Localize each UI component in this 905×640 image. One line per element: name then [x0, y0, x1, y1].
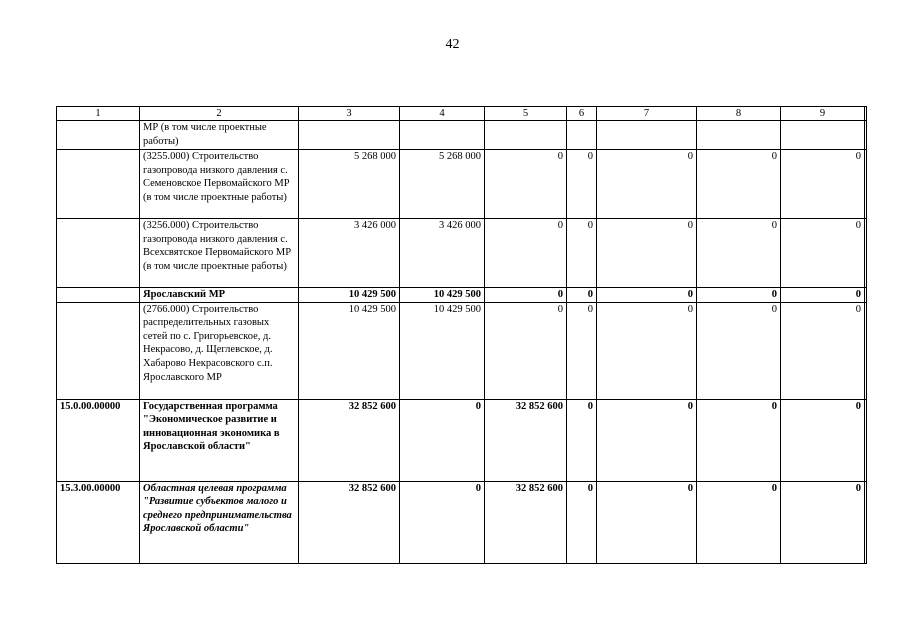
- code-cell: 15.3.00.00000: [57, 481, 140, 563]
- column-number: 3: [299, 107, 400, 121]
- value-cell: 0: [597, 481, 697, 563]
- value-cell: 10 429 500: [299, 288, 400, 303]
- value-cell: 0: [597, 399, 697, 481]
- value-cell: 0: [697, 302, 781, 399]
- name-cell: Ярославский МР: [140, 288, 299, 303]
- value-cell: 0: [697, 150, 781, 219]
- value-cell: 0: [567, 288, 597, 303]
- page-number: 42: [445, 37, 460, 52]
- value-cell: 0: [697, 481, 781, 563]
- table-row: [57, 219, 867, 288]
- value-cell: [865, 150, 867, 219]
- value-cell: 5 268 000: [299, 150, 400, 219]
- table-row: [57, 288, 867, 303]
- name-cell: МР (в том числе проектные работы): [140, 121, 299, 150]
- column-number: [865, 107, 867, 121]
- code-cell: [57, 219, 140, 288]
- column-number: 5: [485, 107, 567, 121]
- table-row: [57, 302, 867, 399]
- value-cell: 0: [597, 302, 697, 399]
- value-cell: [697, 121, 781, 150]
- value-cell: [567, 121, 597, 150]
- value-cell: 0: [485, 288, 567, 303]
- value-cell: [865, 481, 867, 563]
- value-cell: [485, 121, 567, 150]
- value-cell: 0: [781, 150, 865, 219]
- value-cell: [400, 121, 485, 150]
- value-cell: 32 852 600: [485, 481, 567, 563]
- value-cell: 5 268 000: [400, 150, 485, 219]
- value-cell: 0: [697, 288, 781, 303]
- value-cell: 0: [567, 150, 597, 219]
- value-cell: [865, 302, 867, 399]
- value-cell: 0: [697, 219, 781, 288]
- code-cell: [57, 302, 140, 399]
- table-row: [57, 399, 867, 481]
- value-cell: 10 429 500: [400, 288, 485, 303]
- value-cell: 32 852 600: [299, 399, 400, 481]
- value-cell: 0: [567, 399, 597, 481]
- value-cell: [865, 288, 867, 303]
- value-cell: [865, 219, 867, 288]
- value-cell: 0: [781, 302, 865, 399]
- value-cell: 10 429 500: [400, 302, 485, 399]
- column-number: 7: [597, 107, 697, 121]
- value-cell: [865, 121, 867, 150]
- table-row: [57, 121, 867, 150]
- value-cell: 0: [400, 399, 485, 481]
- value-cell: 0: [781, 288, 865, 303]
- code-cell: 15.0.00.00000: [57, 399, 140, 481]
- value-cell: [299, 121, 400, 150]
- value-cell: 0: [781, 481, 865, 563]
- column-number: 2: [140, 107, 299, 121]
- value-cell: [781, 121, 865, 150]
- column-number-row: [57, 107, 867, 121]
- column-number: 1: [57, 107, 140, 121]
- value-cell: 0: [485, 302, 567, 399]
- budget-table: [56, 106, 867, 564]
- value-cell: 0: [597, 219, 697, 288]
- value-cell: 32 852 600: [299, 481, 400, 563]
- name-cell: (3255.000) Строительство газопровода низкого давления с. Семеновское Первомайского МР (в том числе проектные работы): [140, 150, 299, 219]
- value-cell: 0: [781, 399, 865, 481]
- value-cell: 0: [485, 150, 567, 219]
- value-cell: 0: [485, 219, 567, 288]
- name-cell: Государственная программа "Экономическое развитие и инновационная экономика в Ярославской области": [140, 399, 299, 481]
- column-number: 4: [400, 107, 485, 121]
- table-row: [57, 150, 867, 219]
- name-cell: (3256.000) Строительство газопровода низкого давления с. Всехсвятское Первомайского МР (в том числе проектные работы): [140, 219, 299, 288]
- value-cell: 0: [567, 219, 597, 288]
- value-cell: 3 426 000: [299, 219, 400, 288]
- value-cell: 0: [597, 150, 697, 219]
- table-row: [57, 481, 867, 563]
- column-number: 9: [781, 107, 865, 121]
- column-number: 6: [567, 107, 597, 121]
- code-cell: [57, 150, 140, 219]
- value-cell: 0: [697, 399, 781, 481]
- value-cell: 0: [597, 288, 697, 303]
- value-cell: [865, 399, 867, 481]
- value-cell: 3 426 000: [400, 219, 485, 288]
- name-cell: (2766.000) Строительство распределительных газовых сетей по с. Григорьевское, д. Некрасово, д. Щеглевское, д. Хабарово Некрасовского с.п. Ярославского МР: [140, 302, 299, 399]
- value-cell: 32 852 600: [485, 399, 567, 481]
- code-cell: [57, 121, 140, 150]
- value-cell: 0: [400, 481, 485, 563]
- value-cell: [597, 121, 697, 150]
- value-cell: 0: [567, 481, 597, 563]
- value-cell: 0: [781, 219, 865, 288]
- name-cell: Областная целевая программа "Развитие субъектов малого и среднего предпринимательства Ярославской области": [140, 481, 299, 563]
- code-cell: [57, 288, 140, 303]
- value-cell: 0: [567, 302, 597, 399]
- column-number: 8: [697, 107, 781, 121]
- value-cell: 10 429 500: [299, 302, 400, 399]
